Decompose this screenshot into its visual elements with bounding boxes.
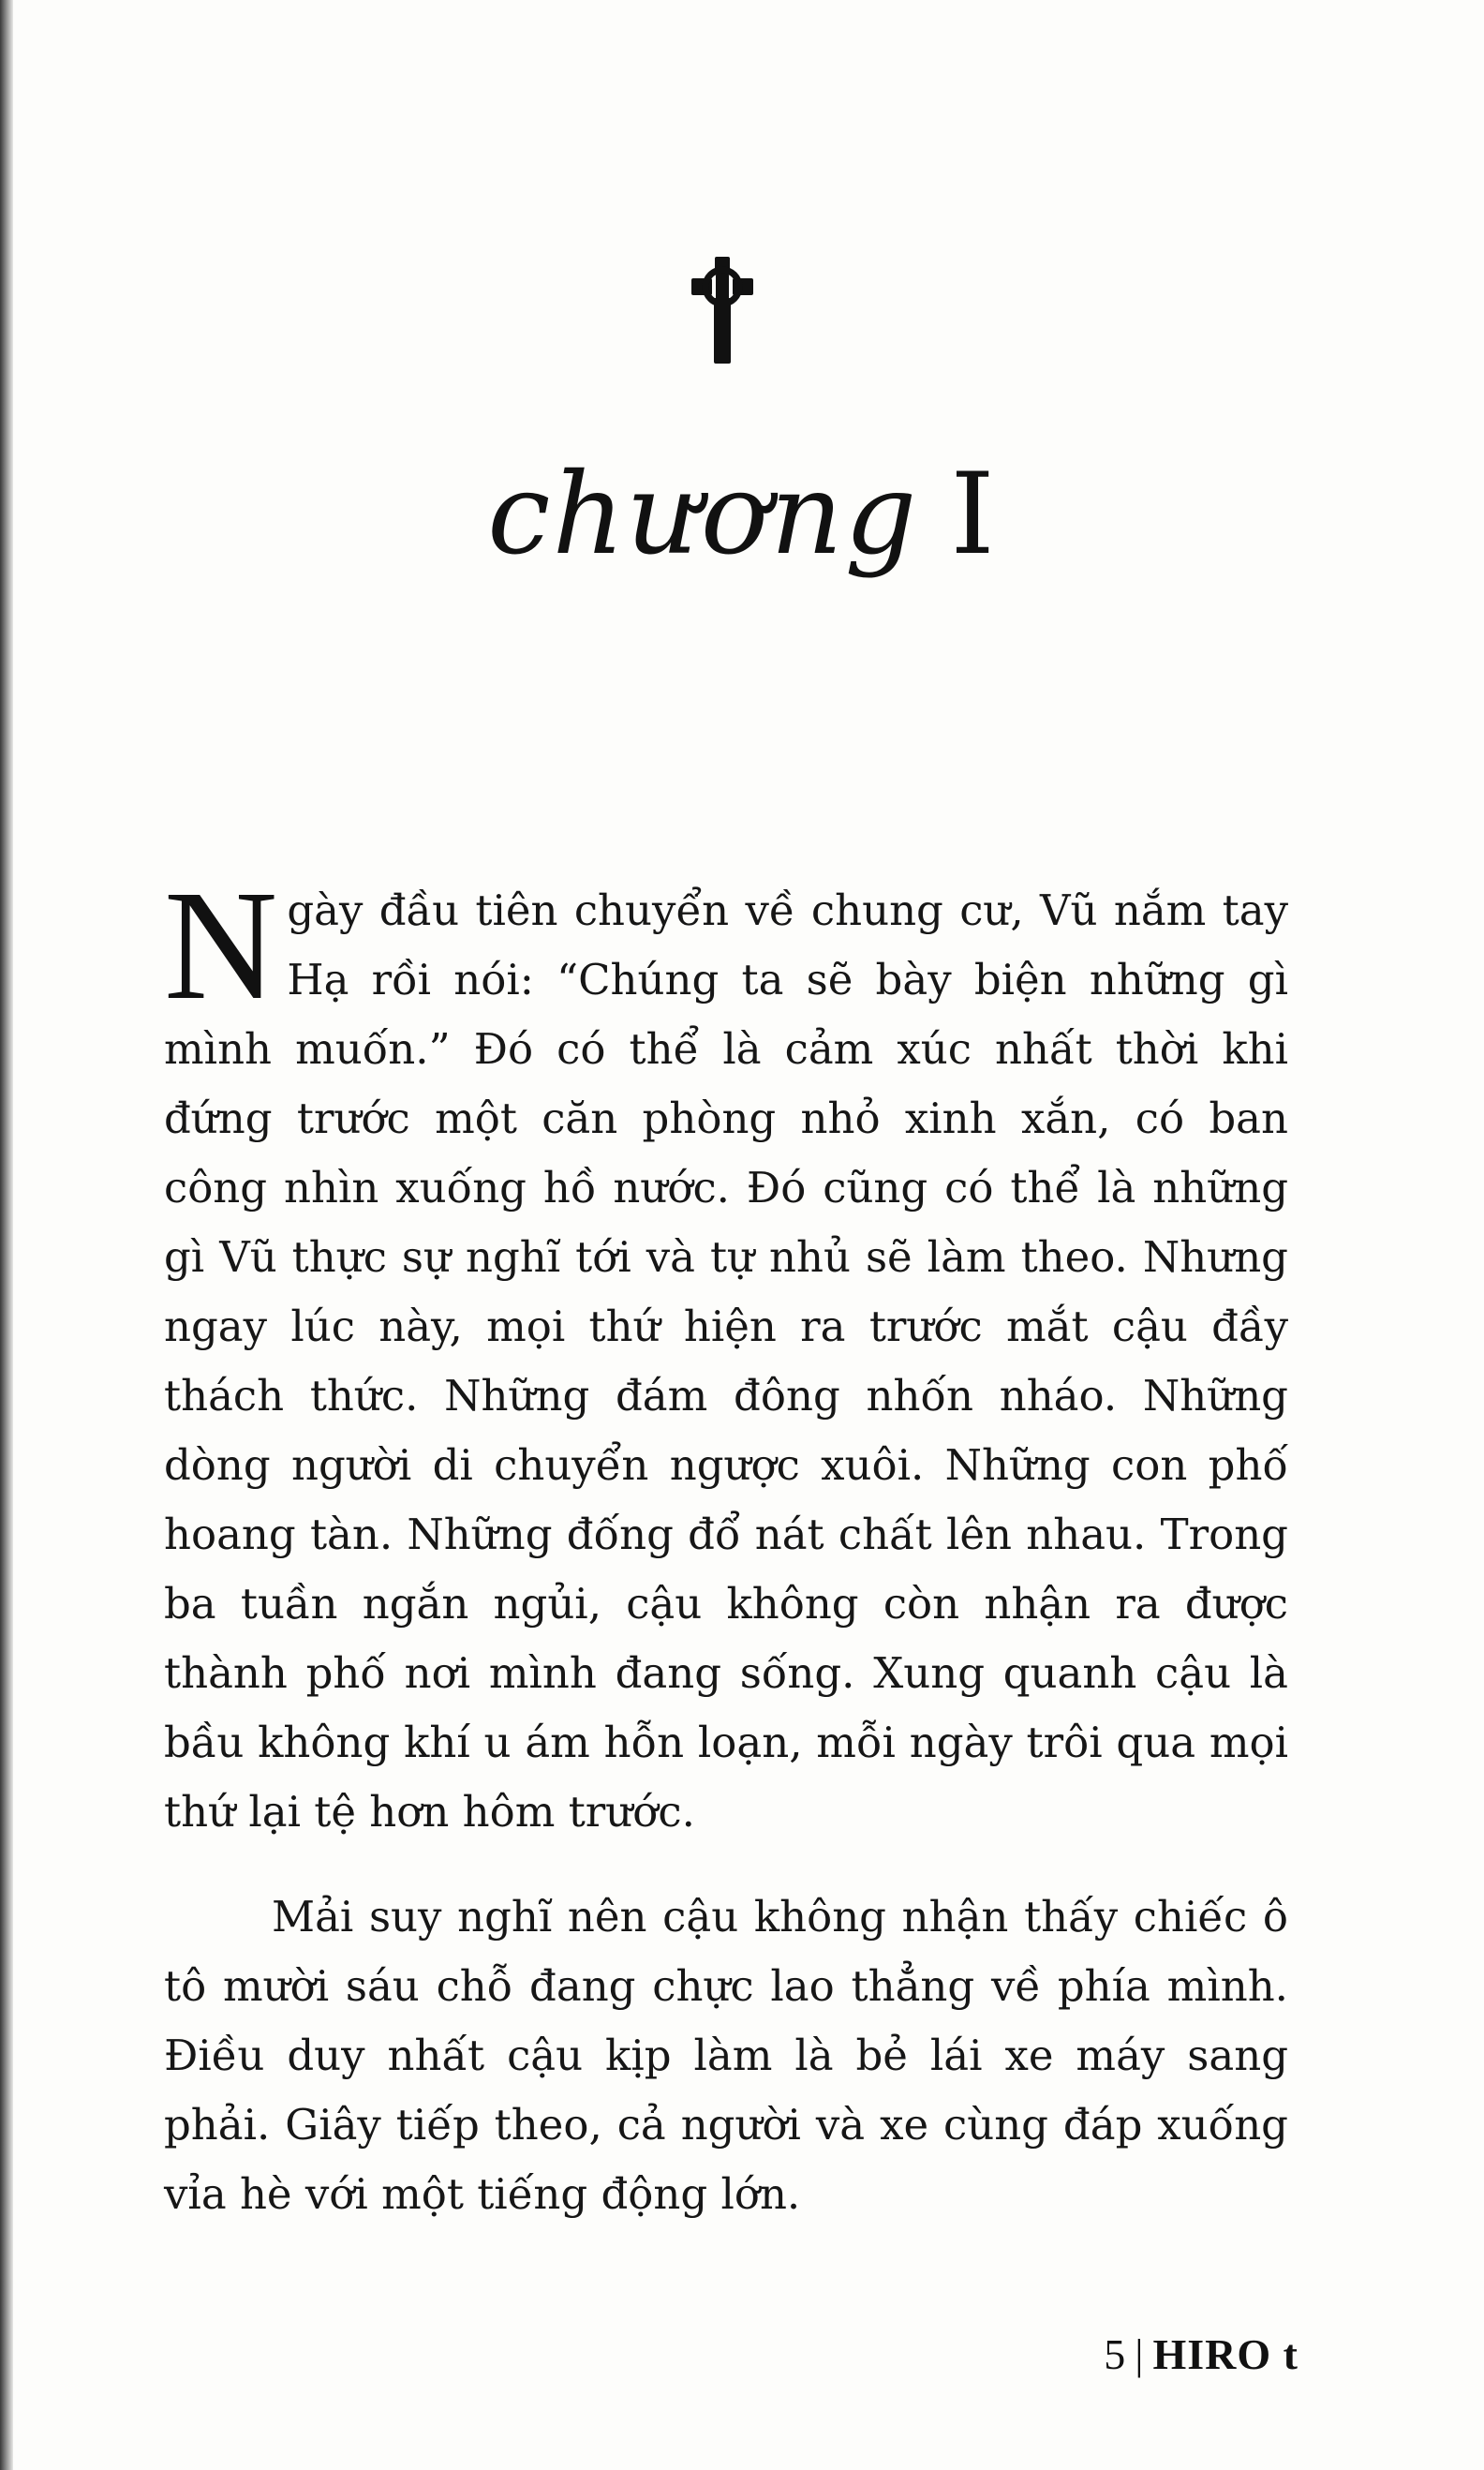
paragraph-2-text: Mải suy nghĩ nên cậu không nhận thấy chiếc ô tô mười sáu chỗ đang chực lao thẳng về phía mình. Điều duy nhất cậu kịp làm là bẻ lái xe máy sang phải. Giây tiếp theo, cả người và xe cùng đáp xuống vỉa hè với một tiếng động lớn. — [164, 1892, 1288, 2219]
drop-cap: N — [164, 858, 278, 1033]
celtic-cross-icon — [690, 255, 755, 365]
body-text — [164, 858, 1288, 2229]
folio-separator: | — [1135, 2330, 1144, 2378]
running-head: HIRO t — [1152, 2330, 1298, 2378]
page-number: 5 — [1104, 2330, 1126, 2378]
paragraph-1 — [164, 858, 1288, 1847]
paragraph-1-text: gày đầu tiên chuyển về chung cư, Vũ nắm tay Hạ rồi nói: “Chúng ta sẽ bày biện những gì mình muốn.” Đó có thể là cảm xúc nhất thời khi đứng trước một căn phòng nhỏ xinh xắn, có ban công nhìn xuống hồ nước. Đó cũng có thể là những gì Vũ thực sự nghĩ tới và tự nhủ sẽ làm theo. Nhưng ngay lúc này, mọi thứ hiện ra trước mắt cậu đầy thách thức. Những đám đông nhốn nháo. Những dòng người di chuyển ngược xuôi. Những con phố hoang tàn. Những đống đổ nát chất lên nhau. Trong ba tuần ngắn ngủi, cậu không còn nhận ra được thành phố nơi mình đang sống. Xung quanh cậu là bầu không khí u ám hỗn loạn, mỗi ngày trôi qua mọi thứ lại tệ hơn hôm trước. — [164, 885, 1288, 1837]
paragraph-2 — [164, 1882, 1288, 2229]
chapter-numeral: I — [950, 450, 997, 580]
scan-edge — [0, 0, 13, 2470]
page-footer — [1104, 2329, 1298, 2379]
chapter-word: chương — [487, 450, 919, 580]
chapter-title — [0, 448, 1484, 583]
